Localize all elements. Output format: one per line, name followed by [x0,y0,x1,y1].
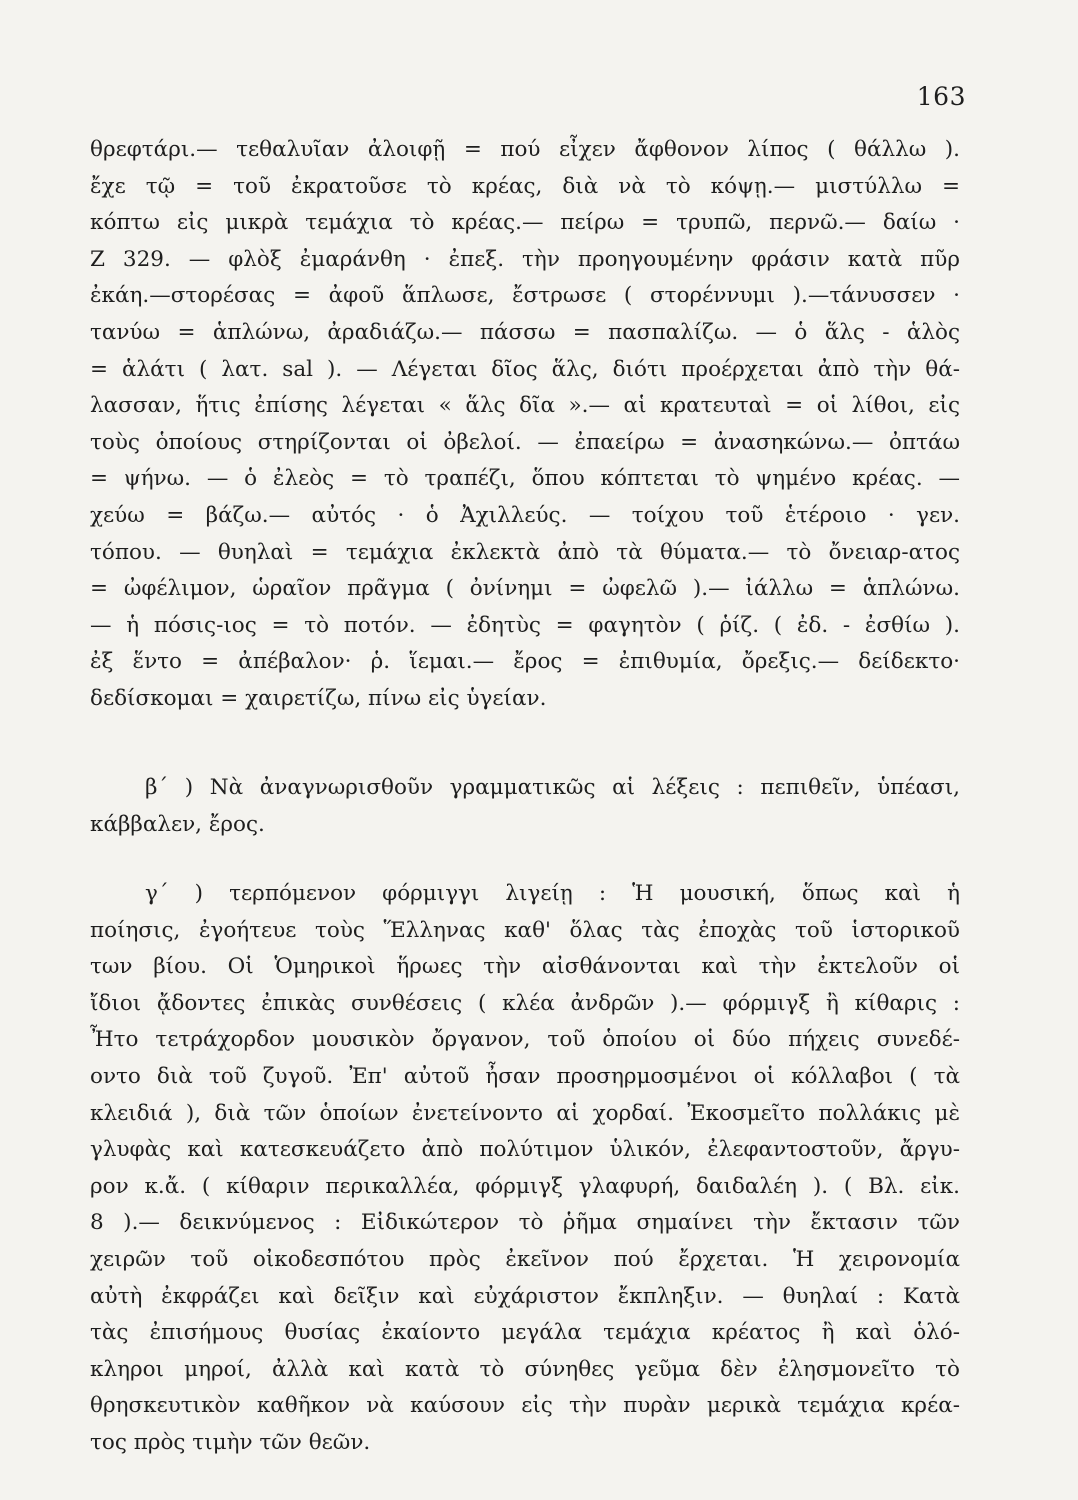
text-line: ἐξ ἕντο = ἀπέβαλον· ῥ. ἵεμαι.— ἔρος = ἐπιθυμία, ὄρεξις.— δείδεκτο· [90,649,960,675]
text-line: ἴδιοι ᾄδοντες ἐπικὰς συνθέσεις ( κλέα ἀνδρῶν ).— φόρμιγξ ἢ κίθαρις : [90,990,960,1016]
text-line: 8 ).— δεικνύμενος : Εἰδικώτερον τὸ ῥῆμα σημαίνει τὴν ἔκτασιν τῶν [90,1210,960,1236]
text-line: λασσαν, ἥτις ἐπίσης λέγεται « ἅλς δῖα ».— αἱ κρατευταὶ = οἱ λίθοι, εἰς [90,393,960,419]
text-line: ρον κ.ἄ. ( κίθαριν περικαλλέα, φόρμιγξ γλαφυρή, δαιδαλέη ). ( Βλ. εἰκ. [90,1173,960,1199]
text-line: β΄ ) Νὰ ἀναγνωρισθοῦν γραμματικῶς αἱ λέξεις : πεπιθεῖν, ὑπέασι, [145,775,960,800]
text-line: = ὠφέλιμον, ὡραῖον πρᾶγμα ( ὀνίνημι = ὠφελῶ ).— ἰάλλω = ἁπλώνω. [90,576,960,602]
text-line: τος πρὸς τιμὴν τῶν θεῶν. [90,1429,371,1455]
text-line: θρησκευτικὸν καθῆκον νὰ καύσουν εἰς τὴν πυρὰν μερικὰ τεμάχια κρέα- [90,1393,960,1419]
text-line: ἐκάη.—στορέσας = ἀφοῦ ἅπλωσε, ἔστρωσε ( στορέννυμι ).—τάνυσσεν · [90,283,960,309]
text-line: τόπου. — θυηλαὶ = τεμάχια ἐκλεκτὰ ἀπὸ τὰ θύματα.— τὸ ὄνειαρ-ατος [90,539,960,565]
text-line: των βίου. Οἱ Ὁμηρικοὶ ἥρωες τὴν αἰσθάνονται καὶ τὴν ἐκτελοῦν οἱ [90,954,960,980]
text-line: αὐτὴ ἐκφράζει καὶ δεῖξιν καὶ εὐχάριστον ἔκπληξιν. — θυηλαί : Κατὰ [90,1283,960,1309]
text-line: γλυφὰς καὶ κατεσκευάζετο ἀπὸ πολύτιμον ὑλικόν, ἐλεφαντοστοῦν, ἄργυ- [90,1137,960,1163]
text-line: ποίησις, ἐγοήτευε τοὺς Ἕλληνας καθ' ὅλας τὰς ἐποχὰς τοῦ ἱστορικοῦ [90,917,960,943]
text-line: Ἦτο τετράχορδον μουσικὸν ὄργανον, τοῦ ὁποίου οἱ δύο πήχεις συνεδέ- [90,1027,960,1053]
text-line: χειρῶν τοῦ οἰκοδεσπότου πρὸς ἐκεῖνον πού ἔρχεται. Ἡ χειρονομία [90,1246,960,1272]
text-line: — ἡ πόσις-ιος = τὸ ποτόν. — ἐδητὺς = φαγητὸν ( ῥίζ. ( ἐδ. - ἐσθίω ). [90,612,960,638]
text-line: τοὺς ὁποίους στηρίζονται οἱ ὀβελοί. — ἐπαείρω = ἀνασηκώνω.— ὀπτάω [90,429,960,455]
text-line: χεύω = βάζω.— αὐτός · ὁ Ἀχιλλεύς. — τοίχου τοῦ ἑτέροιο · γεν. [90,502,960,528]
text-line: = ψήνω. — ὁ ἐλεὸς = τὸ τραπέζι, ὅπου κόπτεται τὸ ψημένο κρέας. — [90,466,960,492]
page-number: 163 [916,82,966,111]
text-line: Ζ 329. — φλὸξ ἐμαράνθη · ἐπεξ. τὴν προηγουμένην φράσιν κατὰ πῦρ [90,246,960,272]
text-line: γ΄ ) τερπόμενον φόρμιγγι λιγείῃ : Ἡ μουσική, ὅπως καὶ ἡ [145,881,960,906]
text-line: ἔχε τῷ = τοῦ ἐκρατοῦσε τὸ κρέας, διὰ νὰ τὸ κόψῃ.— μιστύλλω = [90,173,960,199]
text-line: θρεφτάρι.— τεθαλυῖαν ἀλοιφῇ = πού εἶχεν ἄφθονον λίπος ( θάλλω ). [90,137,960,162]
glossary-paragraph [90,132,960,718]
text-line: κάββαλεν, ἔρος. [90,811,265,837]
exercise-b-paragraph [90,770,960,843]
text-line: = ἁλάτι ( λατ. sal ). — Λέγεται δῖος ἅλς, διότι προέρχεται ἀπὸ τὴν θά- [90,356,960,382]
text-line: κληροι μηροί, ἀλλὰ καὶ κατὰ τὸ σύνηθες γεῦμα δὲν ἐλησμονεῖτο τὸ [90,1356,960,1382]
text-line: τὰς ἐπισήμους θυσίας ἐκαίοντο μεγάλα τεμάχια κρέατος ἢ καὶ ὁλό- [90,1320,960,1346]
exercise-c-paragraph [90,876,960,1462]
text-line: τανύω = ἁπλώνω, ἀραδιάζω.— πάσσω = πασπαλίζω. — ὁ ἅλς - ἁλὸς [90,319,960,345]
text-line: κλειδιά ), διὰ τῶν ὁποίων ἐνετείνοντο αἱ χορδαί. Ἐκοσμεῖτο πολλάκις μὲ [90,1100,960,1126]
text-line: οντο διὰ τοῦ ζυγοῦ. Ἐπ' αὐτοῦ ἦσαν προσηρμοσμένοι οἱ κόλλαβοι ( τὰ [90,1063,960,1089]
text-line: δεδίσκομαι = χαιρετίζω, πίνω εἰς ὑγείαν. [90,685,547,711]
text-line: κόπτω εἰς μικρὰ τεμάχια τὸ κρέας.— πείρω = τρυπῶ, περνῶ.— δαίω · [90,210,960,236]
